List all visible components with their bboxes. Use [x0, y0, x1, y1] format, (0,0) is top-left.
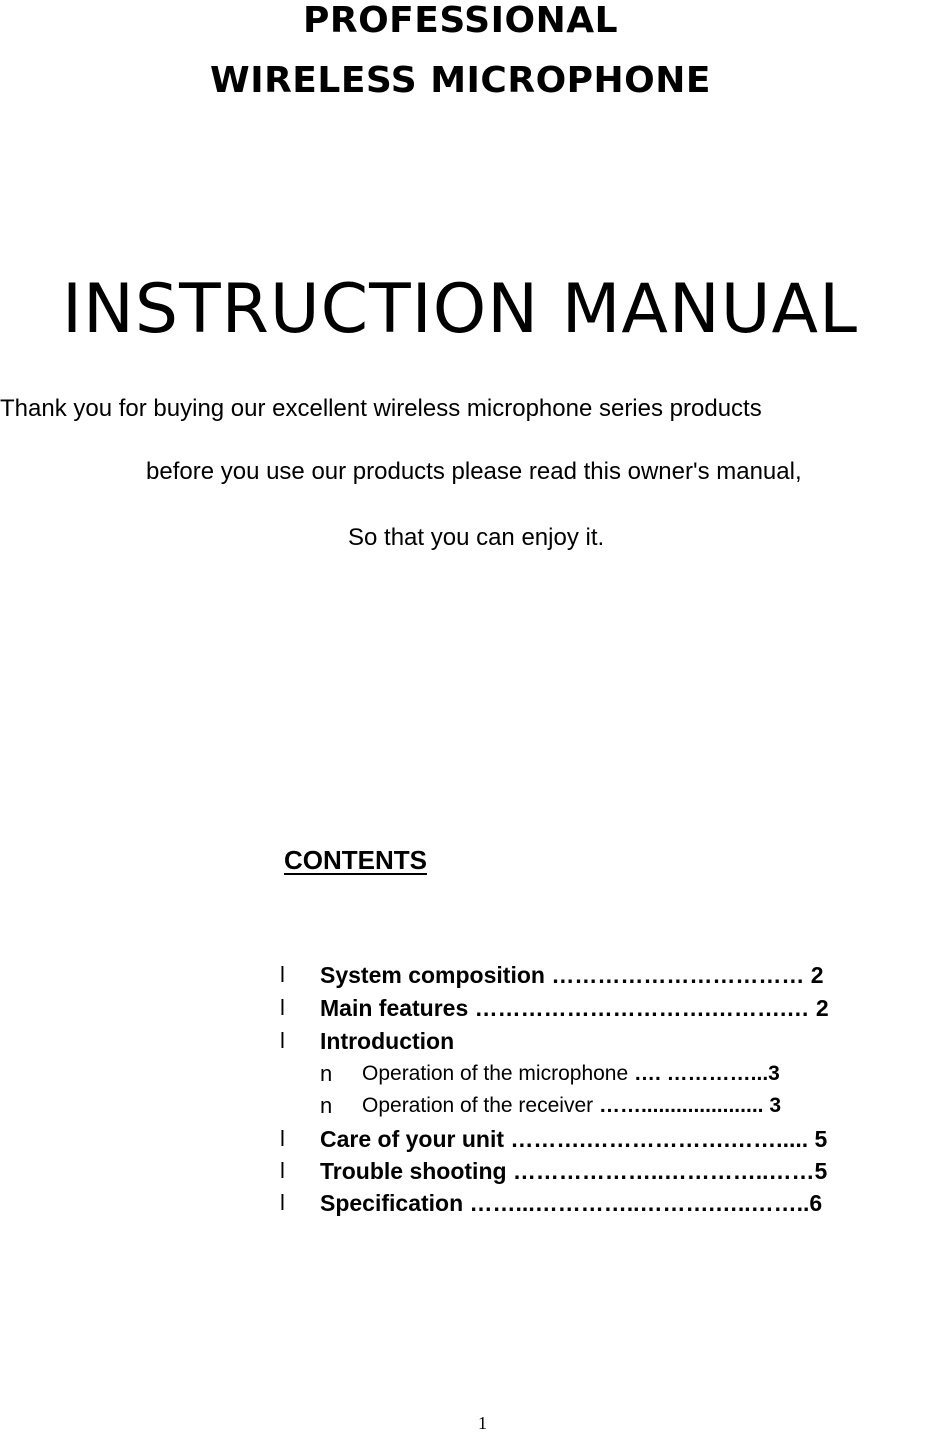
page-number: 1	[478, 1413, 487, 1433]
toc-subitem-label: Operation of the microphone	[362, 1062, 629, 1085]
toc-sub-bullet: n	[320, 1061, 333, 1086]
toc-subitem-page: ……..................... 3	[593, 1094, 781, 1117]
toc-subitem-label: Operation of the receiver	[362, 1094, 594, 1117]
intro-line-1: Thank you for buying our excellent wireless microphone series products	[0, 395, 762, 422]
toc-subitem-page: …. …………...3	[628, 1062, 780, 1085]
toc-subitem-operation-microphone	[362, 1062, 780, 1086]
toc-sub-bullet: n	[320, 1093, 333, 1118]
toc-bullet: l	[280, 995, 285, 1020]
toc-bullet: l	[280, 1028, 285, 1053]
toc-bullet: l	[280, 962, 285, 987]
toc-bullet: l	[280, 1190, 285, 1215]
toc-bullet: l	[280, 1158, 285, 1183]
toc-item-specification: Specification ……...…………..……….…..……..6	[320, 1190, 823, 1216]
toc-item-main-features: Main features ………………………….……….… 2	[320, 995, 829, 1021]
toc-item-system-composition: System composition …………………………… 2	[320, 962, 824, 988]
intro-line-3: So that you can enjoy it.	[348, 524, 605, 551]
toc-item-introduction: Introduction	[320, 1028, 455, 1054]
title-line-2: WIRELESS MICROPHONE	[209, 60, 712, 101]
toc-bullet: l	[280, 1126, 285, 1151]
toc-item-trouble-shooting: Trouble shooting ………………..…………..……5	[320, 1158, 828, 1184]
toc-item-care-of-unit: Care of your unit ……….……………….……..... 5	[320, 1126, 828, 1152]
intro-line-2: before you use our products please read this owner's manual,	[146, 458, 802, 485]
title-line-1: PROFESSIONAL	[302, 0, 619, 41]
manual-heading: INSTRUCTION MANUAL	[62, 270, 858, 349]
toc-subitem-operation-receiver	[362, 1094, 781, 1118]
contents-heading: CONTENTS	[284, 845, 427, 875]
